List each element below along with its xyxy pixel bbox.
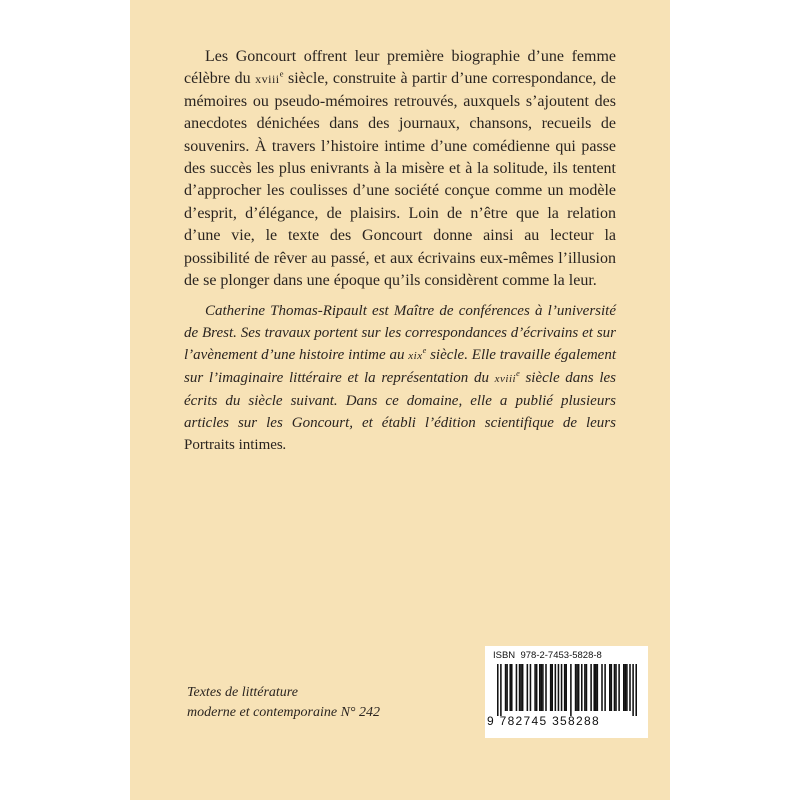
barcode-bar (545, 664, 547, 711)
series-line-1: Textes de littérature (187, 685, 298, 700)
barcode-digits: 9 782745 358288 (487, 714, 600, 728)
barcode-bar (570, 664, 572, 716)
barcode-bar (618, 664, 620, 711)
century-numeral: xix (408, 350, 423, 362)
barcode-bar (564, 664, 566, 711)
barcode-bar (558, 664, 560, 711)
barcode-bar (565, 664, 567, 711)
bio-text-4: . (282, 437, 287, 453)
barcode-bar (516, 664, 518, 711)
isbn-line (493, 650, 643, 661)
isbn-number: 978-2-7453-5828-8 (520, 650, 602, 661)
barcode-bar (611, 664, 613, 711)
barcode-bar (551, 664, 553, 711)
series-info (187, 683, 447, 723)
barcode-bar (534, 664, 536, 711)
bio-text-2: siècle. Elle travaille également sur l’imaginaire littéraire et la représentation du (184, 347, 617, 386)
book-title-reference: Portraits intimes (184, 437, 283, 453)
barcode-bar (561, 664, 563, 711)
bio-text-3: siècle dans les écrits du siècle suivant. Dans ce domaine, elle a publié plusieurs articles sur les Goncourt, et établi l’édition scientifique de leurs (184, 370, 616, 431)
blurb-paragraph (184, 46, 616, 292)
isbn-label: ISBN (493, 650, 516, 661)
barcode-bar (593, 664, 595, 711)
century-numeral: xviii (255, 72, 280, 87)
barcode-bar (530, 664, 532, 711)
barcode-bar (635, 664, 637, 716)
barcode-bar (522, 664, 524, 711)
barcode-bar (626, 664, 628, 711)
barcode-bar (536, 664, 538, 711)
barcode-bar (520, 664, 522, 711)
barcode-bar (578, 664, 580, 711)
barcode-bar (623, 664, 625, 711)
barcode-bar (542, 664, 544, 711)
century-suffix: e (422, 346, 427, 355)
barcode-bar (555, 664, 557, 711)
barcode-bar (584, 664, 586, 711)
barcode-bar (609, 664, 611, 711)
barcode-bar (586, 664, 588, 711)
series-line-2: moderne et contemporaine N° 242 (187, 705, 381, 720)
century-suffix: e (516, 369, 520, 378)
barcode-bar (511, 664, 513, 711)
barcode-bar (527, 664, 529, 711)
barcode-bar (505, 664, 507, 711)
century-suffix: e (279, 69, 284, 80)
barcode-bar (595, 664, 597, 711)
blurb-text-2: siècle, construite à partir d’une correspondance, de mémoires ou pseudo-mémoires retrouvés, auxquels s’ajoutent des anecdotes dénichées dans des journaux, chansons, recueils de souvenirs. À travers l’histoire intime d’une comédienne qui passe des succès les plus enivrants à la misère et à la solitude, ils tentent d’approcher les coulisses d’une société conçue comme un modèle d’esprit, d’élégance, de plaisirs. Loin de n’être que la relation d’une vie, le texte des Goncourt donne ainsi au lecteur la possibilité de rêver au passé, et aux écrivains eux-mêmes l’illusion de se plonger dans une époque qu’ils considèrent comme la leur. (184, 70, 617, 290)
barcode-bar (509, 664, 511, 711)
barcode-bar (581, 664, 583, 711)
barcode-bar (500, 664, 502, 716)
barcode-bar (597, 664, 599, 711)
barcode-bar (632, 664, 634, 716)
barcode-bar (615, 664, 617, 711)
barcode-bar (541, 664, 543, 711)
blurb-text-1: Les Goncourt offrent leur première biographie d’une femme célèbre du (184, 48, 616, 88)
barcode-bar (614, 664, 616, 711)
barcode-bar (550, 664, 552, 711)
barcode-bar (576, 664, 578, 711)
barcode-bar (519, 664, 521, 711)
barcode-bar (497, 664, 499, 716)
barcode-bar (590, 664, 592, 711)
author-bio-paragraph (184, 300, 616, 456)
barcode-bar (601, 664, 603, 711)
bio-text-1: Catherine Thomas-Ripault est Maître de conférences à l’université de Brest. Ses travaux portent sur les correspondances d’écrivains et sur l’avènement d’une histoire intime au (184, 303, 616, 363)
barcode-bar (506, 664, 508, 711)
barcode-area (485, 646, 648, 738)
barcode-bar (539, 664, 541, 711)
barcode-bar (575, 664, 577, 711)
barcode-bar (629, 664, 631, 711)
barcode-bar (625, 664, 627, 711)
barcode-bar (604, 664, 606, 711)
barcode-bars (497, 664, 637, 716)
book-back-cover (130, 0, 670, 800)
century-numeral: xviii (494, 373, 517, 385)
